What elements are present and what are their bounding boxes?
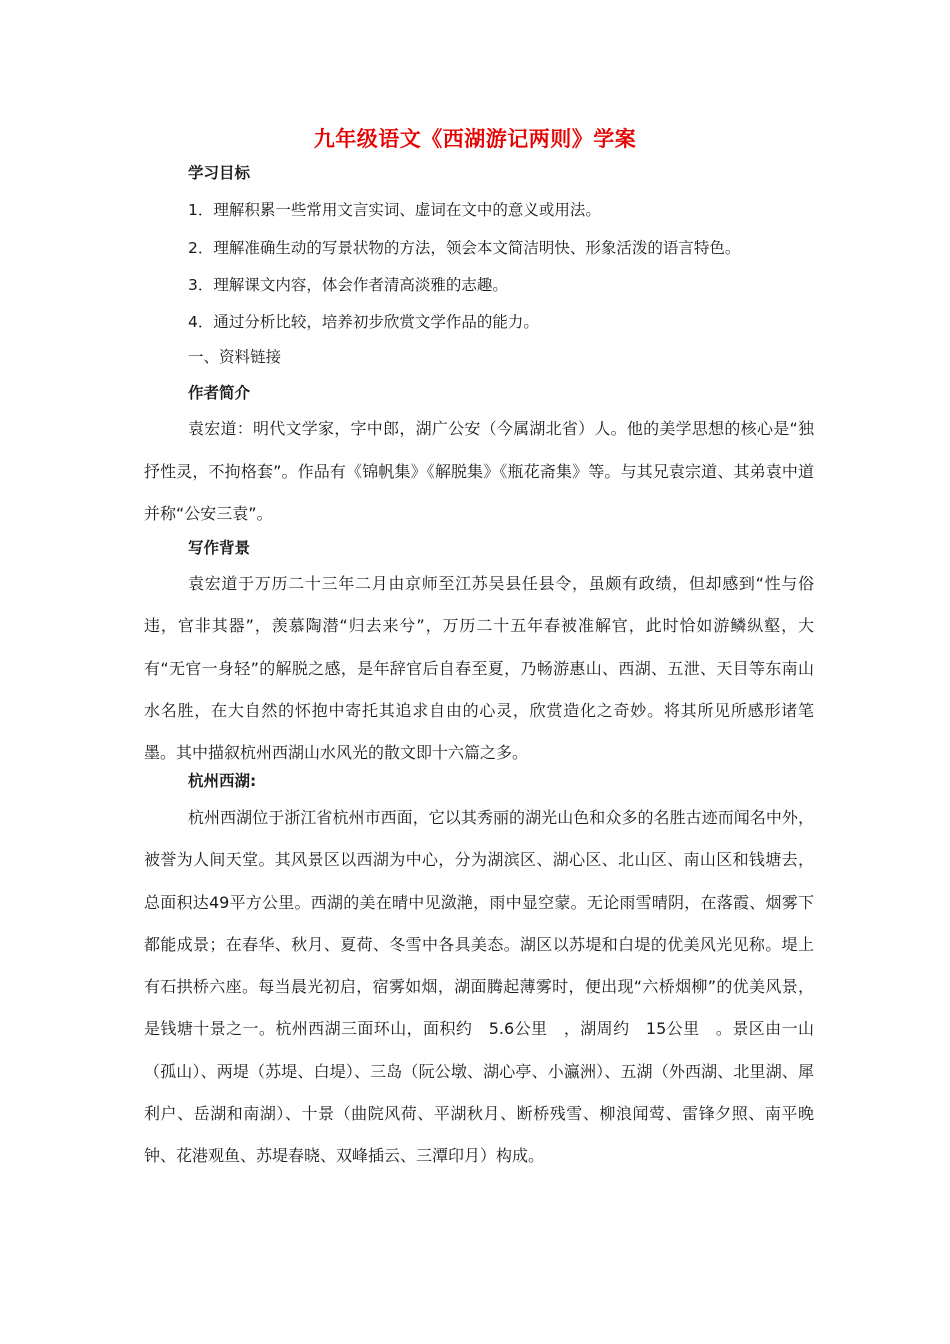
section-heading-resources: 一、资料链接 [188, 348, 282, 366]
objective-item-2: 2．理解准确生动的写景状物的方法，领会本文简洁明快、形象活泼的语言特色。 [188, 239, 741, 257]
westlake-paragraph: 杭州西湖位于浙江省杭州市西面，它以其秀丽的湖光山色和众多的名胜古迹而闻名中外，被誉为人间天堂。其风景区以西湖为中心，分为湖滨区、湖心区、北山区、南山区和钱塘去，总面积达49平方公里。西湖的美在晴中见潋滟，雨中显空蒙。无论雨雪晴阴，在落霞、烟雾下都能成景；在春华、秋月、夏荷、冬雪中各具美态。湖区以苏堤和白堤的优美风光见称。堤上有石拱桥六座。每当晨光初启，宿雾如烟，湖面腾起薄雾时，便出现“六桥烟柳”的优美风景，是钱塘十景之一。杭州西湖三面环山，面积约 5.6公里 ，湖周约 15公里 。景区由一山（孤山）、两堤（苏堤、白堤）、三岛（阮公墩、湖心亭、小瀛洲）、五湖（外西湖、北里湖、犀利户、岳湖和南湖）、十景（曲院风荷、平湖秋月、断桥残雪、柳浪闻莺、雷锋夕照、南平晚钟、花港观鱼、苏堤春晓、双峰插云、三潭印月）构成。 [144, 808, 814, 1166]
background-heading: 写作背景 [188, 539, 251, 557]
westlake-heading: 杭州西湖: [188, 772, 257, 790]
author-paragraph: 袁宏道：明代文学家，字中郎，湖广公安（今属湖北省）人。他的美学思想的核心是“独抒性灵，不拘格套”。作品有《锦帆集》《解脱集》《瓶花斋集》等。与其兄袁宗道、其弟袁中道并称“公安三袁”。 [144, 419, 814, 523]
author-heading: 作者简介 [188, 384, 251, 402]
background-paragraph: 袁宏道于万历二十三年二月由京师至江苏吴县任县令，虽颇有政绩，但却感到“性与俗违，官非其器”，羡慕陶潜“归去来兮”，万历二十五年春被准解官，此时恰如游鳞纵壑，大有“无官一身轻”的解脱之感，是年辞官后自春至夏，乃畅游惠山、西湖、五泄、天目等东南山水名胜，在大自然的怀抱中寄托其追求自由的心灵，欣赏造化之奇妙。将其所见所感形诸笔墨。其中描叙杭州西湖山水风光的散文即十六篇之多。 [144, 574, 814, 763]
objective-item-3: 3．理解课文内容，体会作者清高淡雅的志趣。 [188, 276, 508, 294]
objectives-heading: 学习目标 [188, 164, 251, 182]
objective-item-4: 4．通过分析比较，培养初步欣赏文学作品的能力。 [188, 313, 539, 331]
page-title: 九年级语文《西湖游记两则》学案 [313, 127, 637, 151]
objective-item-1: 1．理解积累一些常用文言实词、虚词在文中的意义或用法。 [188, 201, 601, 219]
